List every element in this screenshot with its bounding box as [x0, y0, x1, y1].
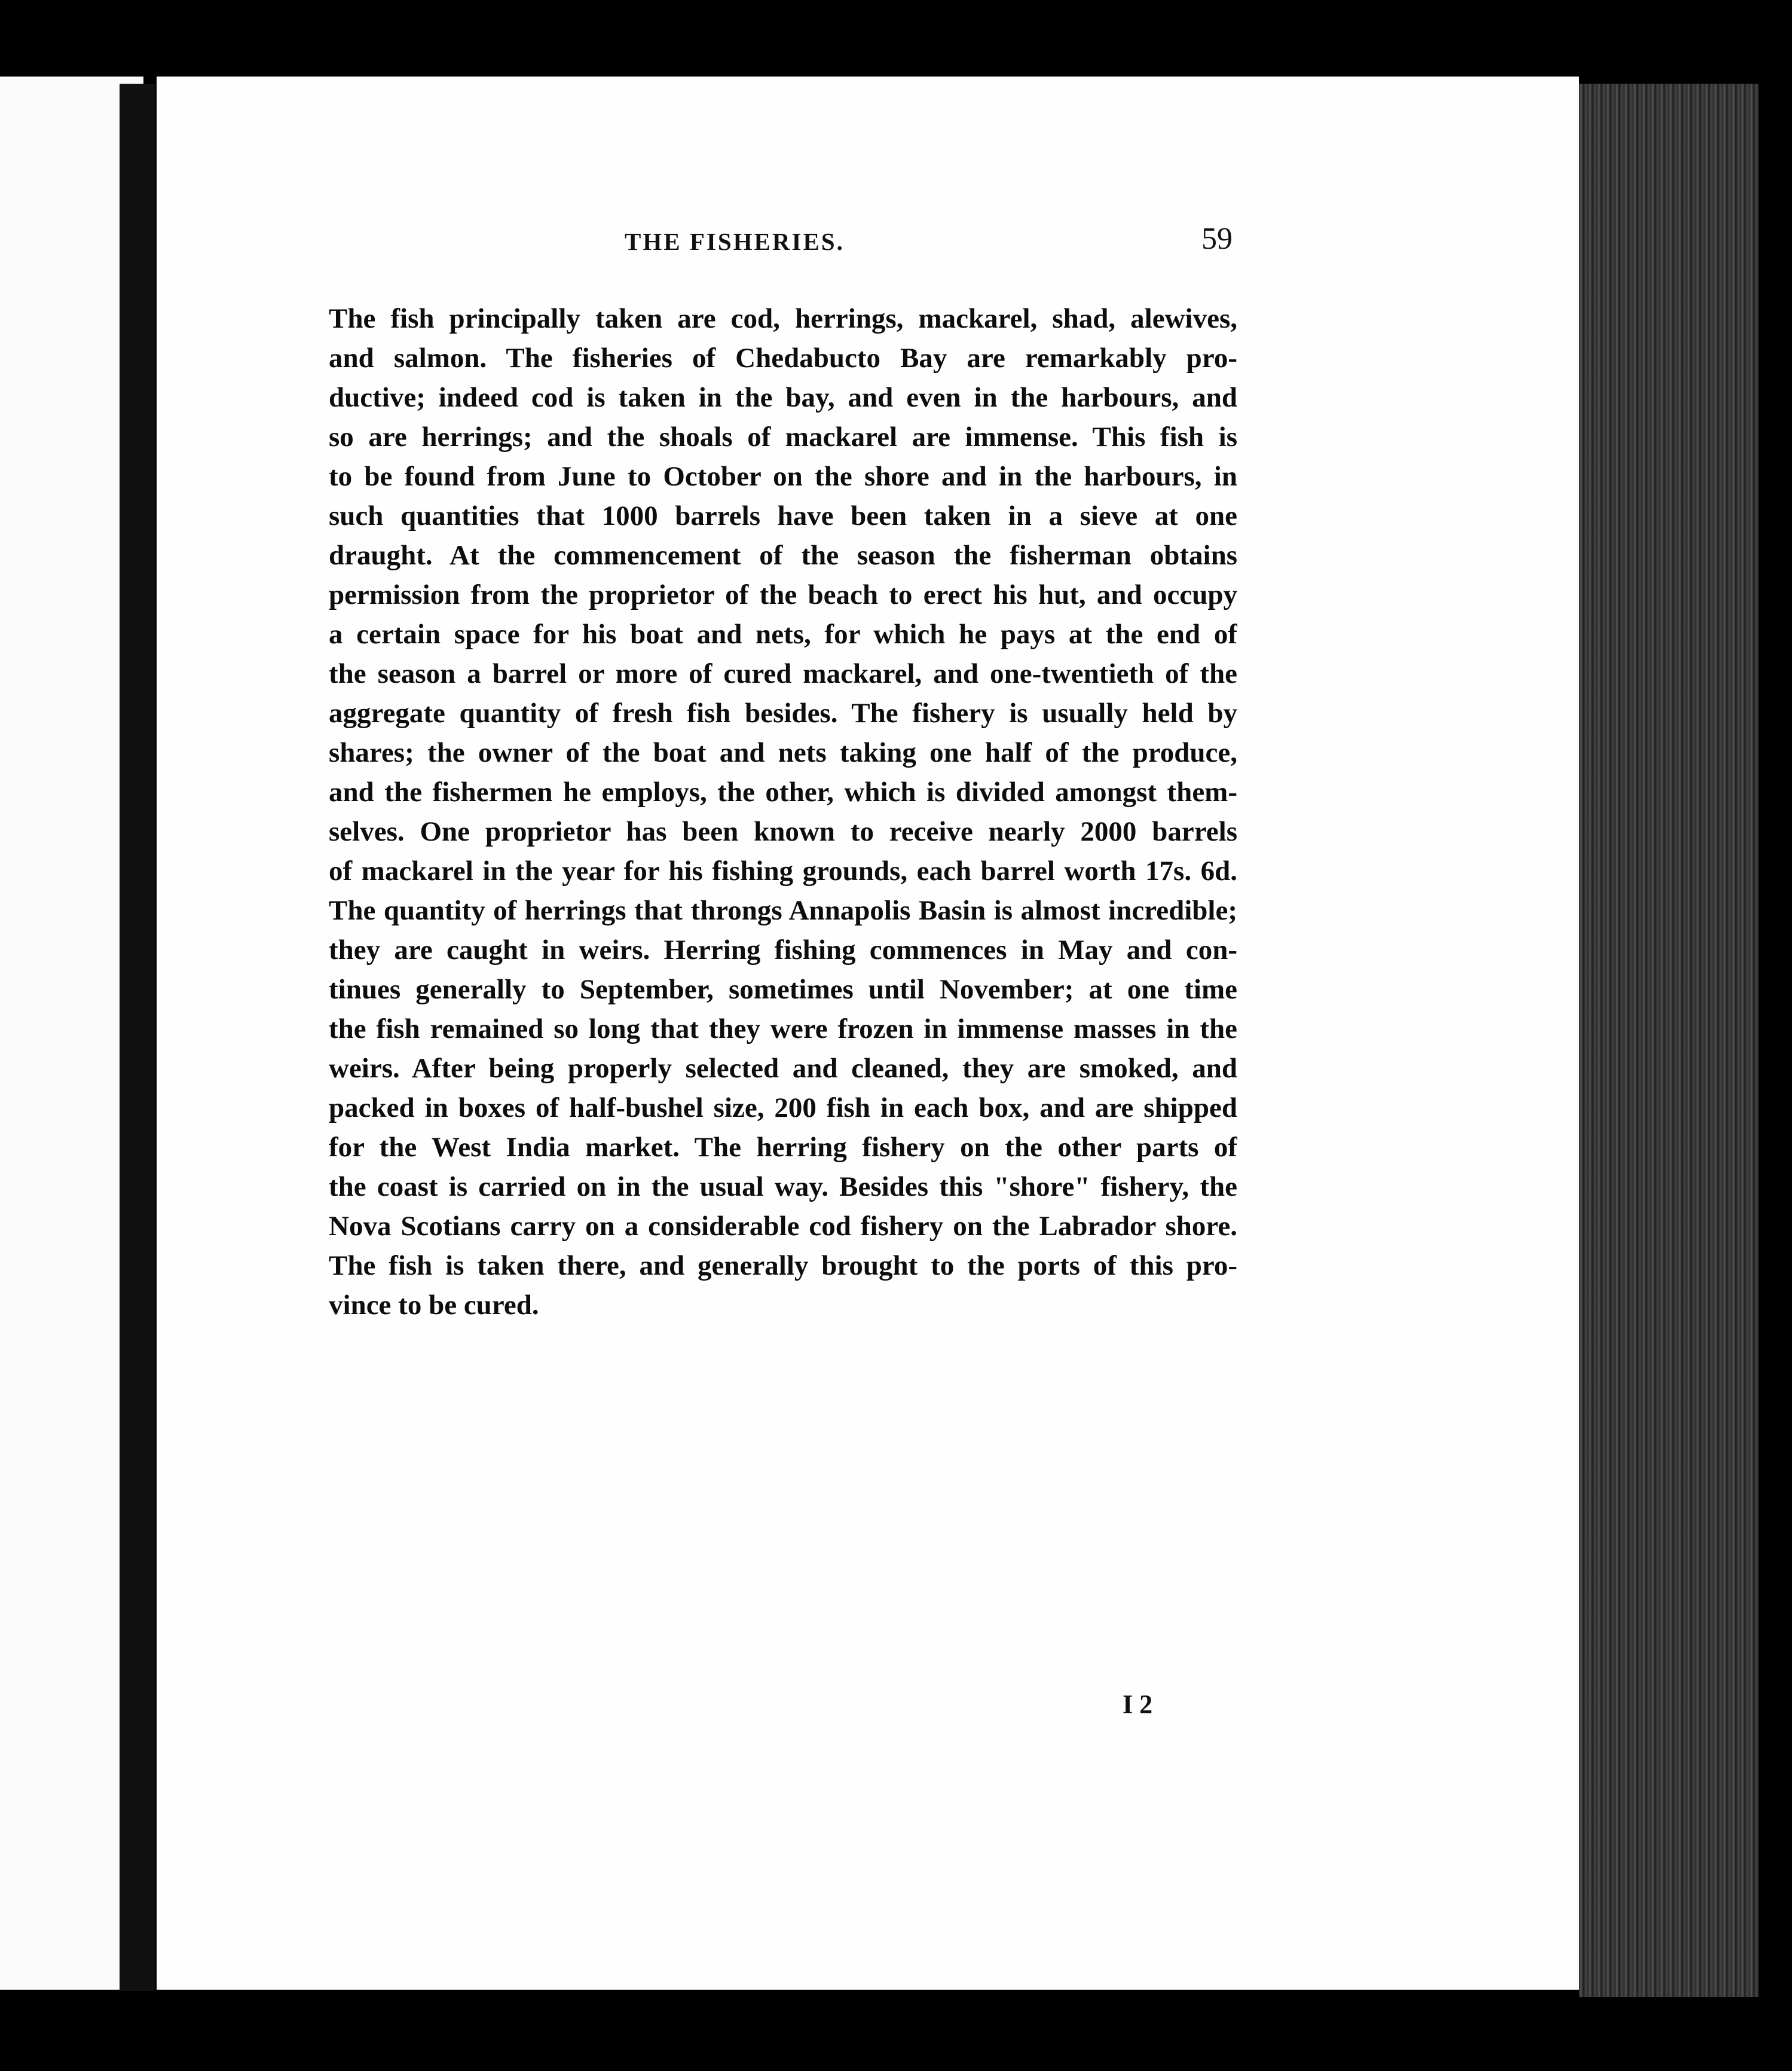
text-line: Nova Scotians carry on a considerable cod fishery on the Labrador shore. [329, 1211, 1237, 1242]
text-line: permission from the proprietor of the beach to erect his hut, and occupy [329, 579, 1237, 610]
text-line: to be found from June to October on the shore and in the harbours, in [329, 461, 1237, 492]
book-fore-edge [1579, 84, 1759, 1997]
running-head: THE FISHERIES. [625, 228, 845, 255]
text-line: weirs. After being properly selected and cleaned, they are smoked, and [329, 1053, 1237, 1084]
text-line: draught. At the commencement of the season the fisherman obtains [329, 540, 1237, 571]
text-line: shares; the owner of the boat and nets taking one half of the produce, [329, 737, 1237, 768]
text-line: they are caught in weirs. Herring fishing commences in May and con- [329, 934, 1237, 966]
text-line: The quantity of herrings that throngs Annapolis Basin is almost incredible; [329, 895, 1237, 926]
text-line: ductive; indeed cod is taken in the bay, and even in the harbours, and [329, 382, 1237, 413]
book-gutter [120, 84, 155, 1991]
text-line: aggregate quantity of fresh fish besides. The fishery is usually held by [329, 698, 1237, 729]
text-line: for the West India market. The herring fishery on the other parts of [329, 1132, 1237, 1163]
text-line: vince to be cured. [329, 1290, 539, 1321]
text-line: and salmon. The fisheries of Chedabucto Bay are remarkably pro- [329, 343, 1237, 374]
text-line: and the fishermen he employs, the other, which is divided amongst them- [329, 777, 1237, 808]
text-line: The fish is taken there, and generally brought to the ports of this pro- [329, 1250, 1237, 1281]
page-number: 59 [1201, 222, 1233, 256]
text-line: so are herrings; and the shoals of mackarel are immense. This fish is [329, 421, 1237, 453]
text-line: the coast is carried on in the usual way. Besides this "shore" fishery, the [329, 1171, 1237, 1202]
body-paragraph [329, 299, 1237, 1325]
text-line: the fish remained so long that they were frozen in immense masses in the [329, 1013, 1237, 1044]
text-line: The fish principally taken are cod, herrings, mackarel, shad, alewives, [329, 303, 1237, 334]
text-line: the season a barrel or more of cured mackarel, and one-twentieth of the [329, 658, 1237, 689]
text-line: such quantities that 1000 barrels have been taken in a sieve at one [329, 500, 1237, 532]
text-line: packed in boxes of half-bushel size, 200 fish in each box, and are shipped [329, 1092, 1237, 1123]
text-line: selves. One proprietor has been known to receive nearly 2000 barrels [329, 816, 1237, 847]
signature-mark: I 2 [1123, 1690, 1153, 1719]
text-line: a certain space for his boat and nets, for which he pays at the end of [329, 619, 1237, 650]
text-line: tinues generally to September, sometimes until November; at one time [329, 974, 1237, 1005]
text-line: of mackarel in the year for his fishing grounds, each barrel worth 17s. 6d. [329, 856, 1237, 887]
